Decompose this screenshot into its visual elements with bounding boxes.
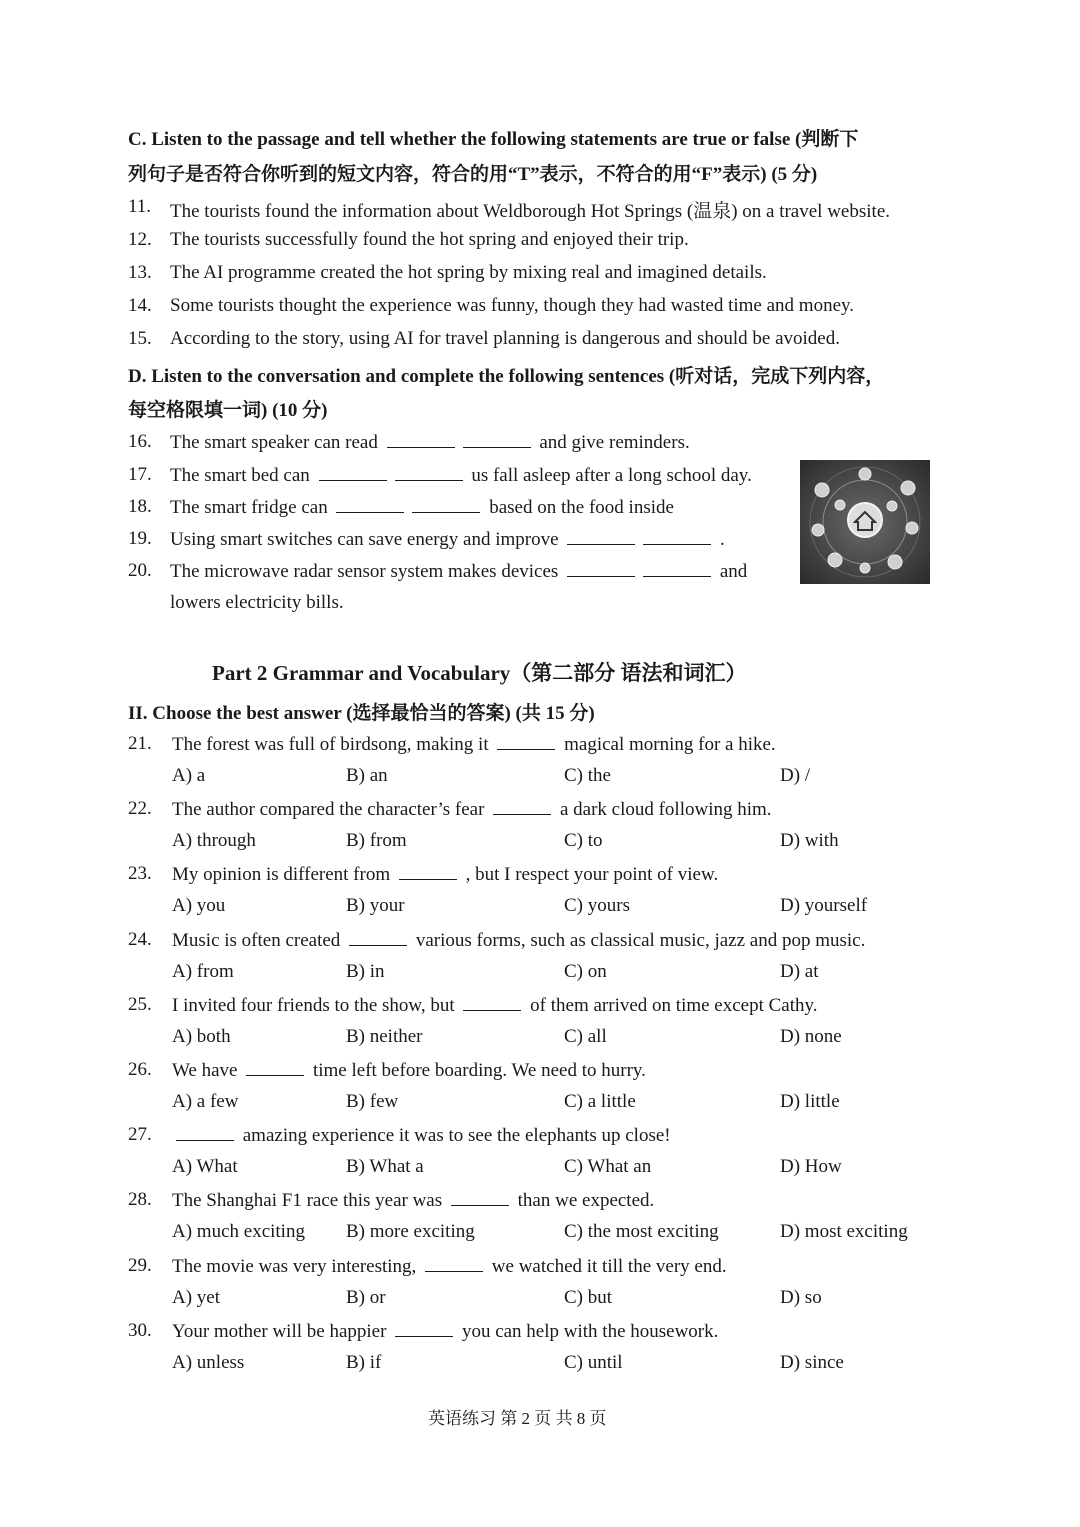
section-d-heading-line1: D. Listen to the conversation and complete the following sentences (听对话，完成下列内容， [128, 366, 885, 387]
statement-text: The tourists successfully found the hot spring and enjoyed their trip. [170, 229, 689, 250]
sentence-start: Using smart switches can save energy and improve [170, 529, 559, 550]
question-stem [172, 994, 818, 1017]
answer-option[interactable]: D) / [780, 765, 811, 786]
answer-option[interactable]: C) a little [564, 1091, 636, 1112]
section-d-heading-line2: 每空格限填一词) (10 分) [128, 400, 328, 421]
answer-option[interactable]: B) in [346, 961, 385, 982]
stem-start: The Shanghai F1 race this year was [172, 1190, 443, 1211]
stem-start: I invited four friends to the show, but [172, 995, 455, 1016]
answer-blank[interactable] [451, 1189, 509, 1206]
page-footer: 英语练习 第 2 页 共 8 页 [428, 1409, 607, 1428]
sentence-start: The smart bed can [170, 465, 310, 486]
statement-text: The tourists found the information about Weldborough Hot Springs (温泉) on a travel website. [170, 201, 890, 222]
answer-option[interactable]: D) most exciting [780, 1221, 908, 1242]
stem-end: magical morning for a hike. [564, 734, 776, 755]
answer-blank[interactable] [493, 798, 551, 815]
question-number: 20. [128, 560, 152, 581]
question-number: 14. [128, 295, 152, 316]
answer-option[interactable]: A) much exciting [172, 1221, 305, 1242]
stem-end: you can help with the housework. [461, 1321, 719, 1342]
question-number: 16. [128, 431, 152, 452]
answer-option[interactable]: A) a few [172, 1091, 239, 1112]
answer-option[interactable]: A) both [172, 1026, 231, 1047]
answer-option[interactable]: A) What [172, 1156, 238, 1177]
question-number: 13. [128, 262, 152, 283]
answer-blank[interactable] [463, 431, 531, 448]
stem-end: time left before boarding. We need to hurry. [312, 1060, 646, 1081]
answer-option[interactable]: C) all [564, 1026, 607, 1047]
question-stem [172, 1255, 727, 1278]
answer-option[interactable]: D) at [780, 961, 819, 982]
section-c-heading-line1: C. Listen to the passage and tell whether the following statements are true or false (判断下 [128, 129, 859, 150]
answer-option[interactable]: D) How [780, 1156, 842, 1177]
stem-start: The forest was full of birdsong, making it [172, 734, 489, 755]
question-number: 25. [128, 994, 152, 1015]
sentence-end: . [720, 529, 725, 550]
answer-option[interactable]: C) yours [564, 895, 630, 916]
fill-in-sentence [170, 431, 690, 454]
stem-start: The author compared the character’s fear [172, 799, 485, 820]
question-stem [172, 798, 772, 821]
answer-option[interactable]: B) few [346, 1091, 399, 1112]
question-stem [172, 929, 865, 952]
answer-option[interactable]: D) since [780, 1352, 844, 1373]
fill-in-sentence [170, 496, 674, 519]
answer-option[interactable]: C) What an [564, 1156, 652, 1177]
answer-option[interactable]: B) more exciting [346, 1221, 475, 1242]
answer-option[interactable]: D) with [780, 830, 839, 851]
question-number: 29. [128, 1255, 152, 1276]
answer-blank[interactable] [349, 929, 407, 946]
answer-option[interactable]: A) from [172, 961, 234, 982]
answer-blank[interactable] [643, 560, 711, 577]
question-stem [172, 1320, 718, 1343]
sentence-end: and give reminders. [539, 432, 690, 453]
sentence-start: The smart speaker can read [170, 432, 378, 453]
stem-start: Your mother will be happier [172, 1321, 387, 1342]
stem-start: We have [172, 1060, 238, 1081]
question-stem [172, 1189, 654, 1212]
stem-end: , but I respect your point of view. [465, 864, 719, 885]
answer-blank[interactable] [319, 464, 387, 481]
answer-blank[interactable] [412, 496, 480, 513]
choose-best-answer-heading: II. Choose the best answer (选择最恰当的答案) (共 15 分) [128, 703, 595, 724]
house-icon [848, 503, 882, 537]
sentence-end: us fall asleep after a long school day. [471, 465, 752, 486]
question-number: 17. [128, 464, 152, 485]
statement-text: Some tourists thought the experience was funny, though they had wasted time and money. [170, 295, 855, 316]
stem-end: various forms, such as classical music, jazz and pop music. [415, 930, 866, 951]
answer-option[interactable]: B) your [346, 895, 405, 916]
answer-blank[interactable] [336, 496, 404, 513]
question-number: 24. [128, 929, 152, 950]
answer-option[interactable]: B) neither [346, 1026, 423, 1047]
answer-blank[interactable] [395, 464, 463, 481]
answer-blank[interactable] [643, 528, 711, 545]
answer-option[interactable]: A) you [172, 895, 226, 916]
fill-in-sentence [170, 560, 747, 583]
answer-option[interactable]: B) if [346, 1352, 382, 1373]
question-number: 12. [128, 229, 152, 250]
answer-option[interactable]: B) from [346, 830, 407, 851]
answer-option[interactable]: A) through [172, 830, 256, 851]
answer-option[interactable]: B) an [346, 765, 388, 786]
question-number: 23. [128, 863, 152, 884]
answer-option[interactable]: A) a [172, 765, 206, 786]
fill-in-sentence [170, 464, 752, 487]
question-number: 26. [128, 1059, 152, 1080]
stem-end: a dark cloud following him. [559, 799, 772, 820]
answer-option[interactable]: D) none [780, 1026, 842, 1047]
answer-option[interactable]: C) until [564, 1352, 623, 1373]
answer-option[interactable]: A) unless [172, 1352, 245, 1373]
answer-option[interactable]: C) the most exciting [564, 1221, 719, 1242]
sentence-start: The smart fridge can [170, 497, 328, 518]
question-number: 18. [128, 496, 152, 517]
answer-blank[interactable] [463, 994, 521, 1011]
question-number: 28. [128, 1189, 152, 1210]
question-stem [172, 1059, 646, 1082]
answer-blank[interactable] [399, 863, 457, 880]
sentence-start: The microwave radar sensor system makes devices [170, 561, 559, 582]
answer-option[interactable]: D) yourself [780, 895, 868, 916]
answer-blank[interactable] [567, 560, 635, 577]
answer-option[interactable]: B) or [346, 1287, 386, 1308]
answer-blank[interactable] [395, 1320, 453, 1337]
answer-option[interactable]: C) on [564, 961, 607, 982]
statement-text: According to the story, using AI for travel planning is dangerous and should be avoided. [170, 328, 840, 349]
answer-blank[interactable] [387, 431, 455, 448]
stem-end: than we expected. [517, 1190, 655, 1211]
question-number: 22. [128, 798, 152, 819]
question-number: 21. [128, 733, 152, 754]
answer-option[interactable]: B) What a [346, 1156, 424, 1177]
question-stem [172, 1124, 671, 1147]
stem-start: My opinion is different from [172, 864, 391, 885]
stem-end: we watched it till the very end. [491, 1256, 727, 1277]
question-number: 27. [128, 1124, 152, 1145]
answer-option[interactable]: A) yet [172, 1287, 221, 1308]
sentence-end: and [719, 561, 748, 582]
sentence-end: based on the food inside [489, 497, 674, 518]
answer-blank[interactable] [497, 733, 555, 750]
stem-start: Music is often created [172, 930, 341, 951]
part2-title: Part 2 Grammar and Vocabulary（第二部分 语法和词汇） [212, 661, 747, 685]
answer-option[interactable]: C) but [564, 1287, 613, 1308]
stem-end: of them arrived on time except Cathy. [530, 995, 818, 1016]
smart-home-image [800, 460, 930, 584]
section-c-heading-line2: 列句子是否符合你听到的短文内容，符合的用“T”表示，不符合的用“F”表示) (5 分) [128, 164, 818, 185]
question-number: 11. [128, 196, 152, 217]
answer-option[interactable]: C) to [564, 830, 603, 851]
answer-option[interactable]: D) little [780, 1091, 840, 1112]
question-number: 15. [128, 328, 152, 349]
question-number: 30. [128, 1320, 152, 1341]
answer-blank[interactable] [567, 528, 635, 545]
question-stem [172, 733, 776, 756]
stem-end: amazing experience it was to see the elephants up close! [242, 1125, 671, 1146]
fill-in-sentence [170, 528, 725, 551]
statement-text: The AI programme created the hot spring by mixing real and imagined details. [170, 262, 767, 283]
answer-option[interactable]: C) the [564, 765, 611, 786]
answer-blank[interactable] [425, 1255, 483, 1272]
answer-option[interactable]: D) so [780, 1287, 822, 1308]
answer-blank[interactable] [246, 1059, 304, 1076]
question-number: 19. [128, 528, 152, 549]
answer-blank[interactable] [176, 1124, 234, 1141]
question-stem [172, 863, 718, 886]
sentence-continuation: lowers electricity bills. [170, 592, 344, 613]
stem-start: The movie was very interesting, [172, 1256, 417, 1277]
